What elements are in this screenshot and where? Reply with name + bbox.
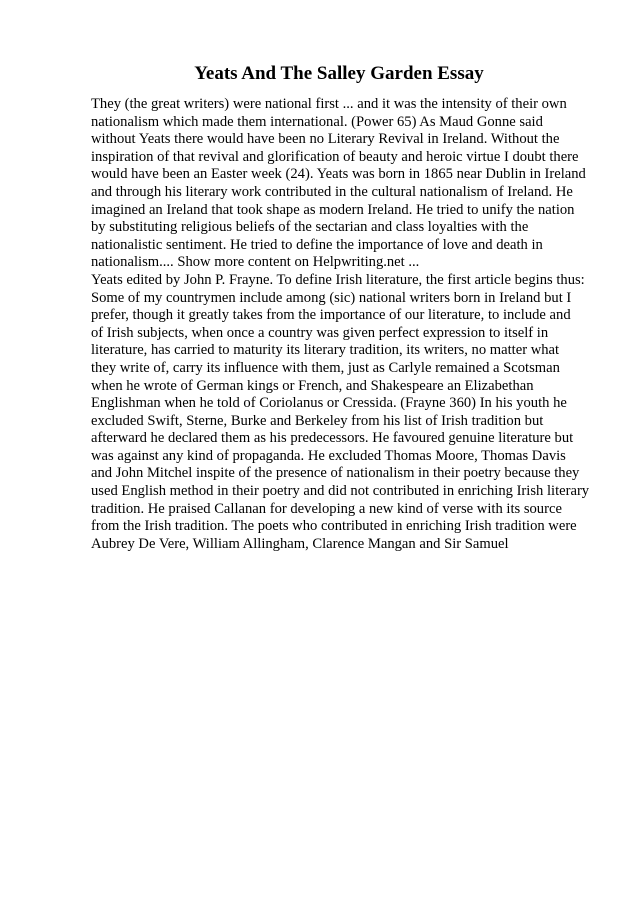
text-line: and John Mitchel inspite of the presence of nationalism in their poetry because they <box>91 465 580 482</box>
text-line: literature, has carried to maturity its literary tradition, its writers, no matter what <box>91 342 560 359</box>
text-line: Some of my countrymen include among (sic) national writers born in Ireland but I <box>91 289 572 306</box>
text-line: Aubrey De Vere, William Allingham, Clarence Mangan and Sir Samuel <box>91 535 509 552</box>
text-line: was against any kind of propaganda. He excluded Thomas Moore, Thomas Davis <box>91 447 566 464</box>
text-line: from the Irish tradition. The poets who contributed in enriching Irish tradition were <box>91 518 577 535</box>
text-line: tradition. He praised Callanan for developing a new kind of verse with its source <box>91 500 562 517</box>
text-line: by substituting religious beliefs of the sectarian and class loyalties with the <box>91 219 529 236</box>
text-line: prefer, though it greatly takes from the importance of our literature, to include and <box>91 307 571 324</box>
text-line: used English method in their poetry and did not contributed in enriching Irish literary <box>91 483 590 500</box>
text-line: they write of, carry its influence with them, just as Carlyle remained a Scotsman <box>91 359 560 376</box>
text-line: and through his literary work contributed in the cultural nationalism of Ireland. He <box>91 183 573 200</box>
text-line: Yeats edited by John P. Frayne. To define Irish literature, the first article begins thus: <box>91 271 585 288</box>
text-line: would have been an Easter week (24). Yeats was born in 1865 near Dublin in Ireland <box>91 166 586 183</box>
text-line: nationalism which made them international. (Power 65) As Maud Gonne said <box>91 113 543 130</box>
text-line: afterward he declared them as his predecessors. He favoured genuine literature but <box>91 430 574 447</box>
text-line: when he wrote of German kings or French, and Shakespeare an Elizabethan <box>91 377 534 394</box>
text-line: imagined an Ireland that took shape as modern Ireland. He tried to unify the nation <box>91 201 575 218</box>
text-line: Englishman when he told of Coriolanus or Cressida. (Frayne 360) In his youth he <box>91 395 567 412</box>
text-line: of Irish subjects, when once a country was given perfect expression to itself in <box>91 324 549 341</box>
essay-body <box>91 96 611 553</box>
text-line: nationalism.... Show more content on Helpwriting.net ... <box>91 254 420 271</box>
document-title: Yeats And The Salley Garden Essay <box>194 63 484 84</box>
text-line: without Yeats there would have been no Literary Revival in Ireland. Without the <box>91 131 560 148</box>
text-line: nationalistic sentiment. He tried to define the importance of love and death in <box>91 236 543 253</box>
text-line: excluded Swift, Sterne, Burke and Berkeley from his list of Irish tradition but <box>91 412 544 429</box>
text-line: They (the great writers) were national first ... and it was the intensity of their own <box>91 96 567 112</box>
text-line: inspiration of that revival and glorification of beauty and heroic virtue I doubt there <box>91 148 579 165</box>
